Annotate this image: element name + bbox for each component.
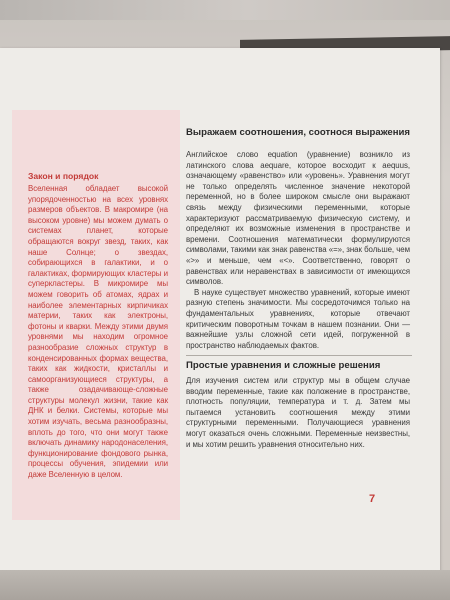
paragraph: В науке существует множество уравнений, которые имеют разную степень значимости. Мы сосредоточимся только на фундаментальных уравнениях, которые отвечают критическим поворотным точкам в нашем познании. Они — важнейшие узлы сложной сети идей, погруженной в пространство наблюдаемых фактов.	[186, 287, 410, 350]
page-number: 7	[369, 493, 376, 505]
section-body	[186, 150, 410, 351]
book-cover-background	[0, 0, 450, 20]
section-title: Выражаем соотношения, соотноcя выражения	[186, 127, 411, 138]
paragraph: Английское слово equation (уравнение) возникло из латинского слова aequare, которое восходит к aequus, означающему «равенство» или «уровень». Уравнения могут не только определять численное значение некоторой переменной, но в более широком смысле они выражают связь между физическими переменными, которые характеризуют рассматриваемую физическую систему, и определяют их возможные изменения в пространстве и времени. Соотношения математически формулируются символами, такими как знак равенства «=», знак больше, чем «>» и меньше, чем «<». Соответственно, говорят о равенствах или неравенствах в зависимости от имеющихся символов.	[186, 150, 410, 287]
sidebar-title: Закон и порядок	[28, 171, 99, 181]
section-divider	[186, 355, 412, 356]
page-stack-edge	[0, 570, 450, 600]
sidebar-text: Вселенная обладает высокой упорядоченностью на всех уровнях размеров объектов. В макромире (на высоком уровне) мы можем думать о системах планет, которые обращаются вокруг звезд, таких, как наше Солнце; о звездах, собирающихся в галактики, и о галактиках, формирующих кластеры и суперкластеры. В микромире мы можем говорить об атомах, ядрах и наиболее элементарных кирпичиках материи, таких как электроны, фотоны и кварки. Между этими двумя уровнями мы находим огромное разнообразие сложных структур в конденсированных формах вещества, таких как жидкости, кристаллы и самоорганизующиеся структуры, а также озадачивающе-сложные структуры молекул жизни, такие как ДНК и белки. Системы, которые мы хотим изучать, весьма разнообразны, вплоть до того, что они могут также включать динамику народонаселения, функционирование фондового рынка, процессы обучения, эпидемии или даже Вселенную в целом.	[28, 184, 168, 480]
section-title-2: Простые уравнения и сложные решения	[186, 360, 381, 371]
section-body-2: Для изучения систем или структур мы в общем случае вводим переменные, такие как положение в пространстве, плотность популяции, температура и т. д. Затем мы пытаемся установить соотношения между этими структурными переменными. Получающиеся уравнения могут оказаться очень сложными. Переменные неизвестны, и мы хотим решить уравнения относительно них.	[186, 376, 410, 449]
